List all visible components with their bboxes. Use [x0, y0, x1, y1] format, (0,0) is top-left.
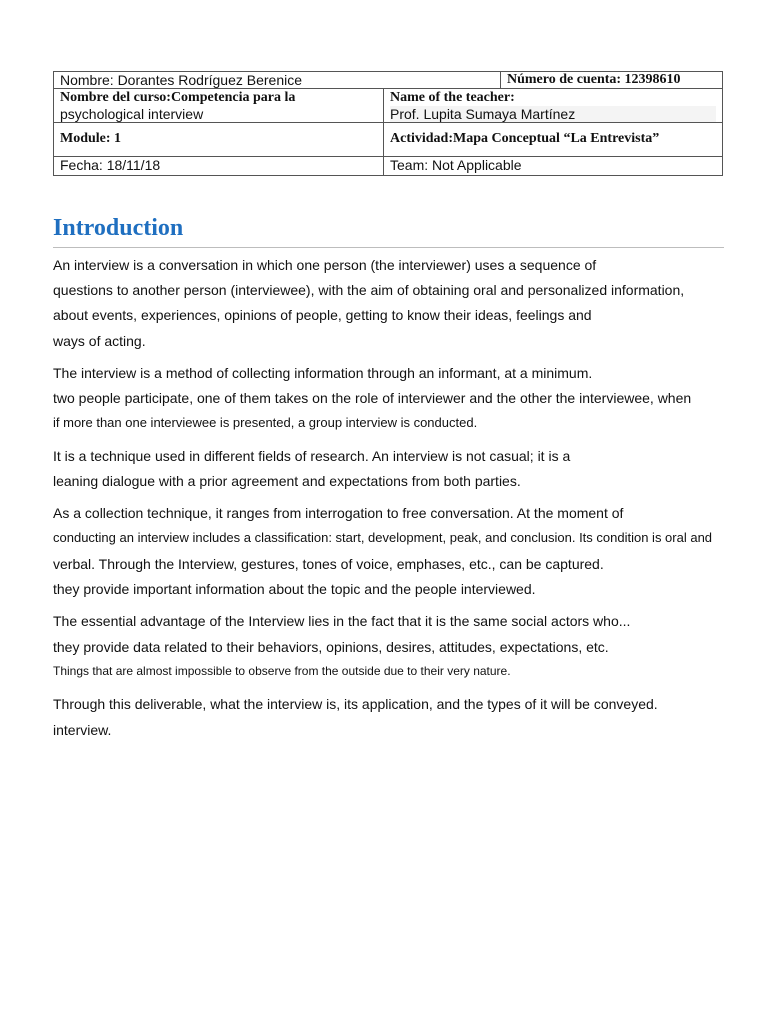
paragraph-line: As a collection technique, it ranges from interrogation to free conversation. At the moment of	[53, 505, 624, 521]
section-heading: Introduction	[53, 215, 184, 241]
team: Team: Not Applicable	[383, 157, 722, 175]
paragraph-line: Things that are almost impossible to observe from the outside due to their very nature.	[53, 664, 511, 678]
paragraph-line: they provide data related to their behaviors, opinions, desires, attitudes, expectations, etc.	[53, 639, 609, 655]
course-label: Nombre del curso:Competencia para la	[60, 90, 296, 105]
paragraph-line: ways of acting.	[53, 333, 146, 349]
info-row-course	[54, 89, 722, 123]
paragraph-line: Through this deliverable, what the interview is, its application, and the types of it will be conveyed.	[53, 696, 658, 712]
account-number: Número de cuenta: 12398610	[500, 72, 722, 88]
teacher-label: Name of the teacher:	[390, 90, 515, 105]
paragraph-line: about events, experiences, opinions of people, getting to know their ideas, feelings and	[53, 307, 592, 323]
paragraph-line: leaning dialogue with a prior agreement and expectations from both parties.	[53, 473, 521, 489]
paragraph-line: two people participate, one of them takes on the role of interviewer and the other the interviewee, when	[53, 390, 692, 406]
student-name: Nombre: Dorantes Rodríguez Berenice	[60, 72, 303, 88]
module-number: Module: 1	[60, 131, 122, 146]
paragraph-line: The essential advantage of the Interview lies in the fact that it is the same social actors who...	[53, 613, 631, 629]
paragraph-line: An interview is a conversation in which one person (the interviewer) uses a sequence of	[53, 257, 597, 273]
teacher-value: Prof. Lupita Sumaya Martínez	[390, 106, 716, 122]
paragraph-line: It is a technique used in different fields of research. An interview is not casual; it is a	[53, 448, 571, 464]
course-cell	[54, 89, 383, 122]
heading-divider	[53, 247, 724, 248]
student-info-table	[53, 71, 723, 176]
paragraph-line: interview.	[53, 722, 112, 738]
info-row-date	[54, 157, 722, 175]
info-row-module	[54, 123, 722, 157]
date: Fecha: 18/11/18	[60, 157, 161, 173]
teacher-cell	[383, 89, 722, 122]
activity-title: Actividad:Mapa Conceptual “La Entrevista”	[383, 123, 722, 156]
paragraph-line: verbal. Through the Interview, gestures, tones of voice, emphases, etc., can be captured.	[53, 556, 604, 572]
paragraph-line: The interview is a method of collecting information through an informant, at a minimum.	[53, 365, 593, 381]
paragraph-line: questions to another person (interviewee), with the aim of obtaining oral and personalized information,	[53, 282, 685, 298]
course-value: psychological interview	[60, 106, 204, 122]
paragraph-line: if more than one interviewee is presented, a group interview is conducted.	[53, 415, 478, 430]
info-row-name	[54, 72, 722, 89]
paragraph-line: they provide important information about the topic and the people interviewed.	[53, 581, 536, 597]
paragraph-line: conducting an interview includes a classification: start, development, peak, and conclusion. Its condition is oral and	[53, 530, 713, 545]
